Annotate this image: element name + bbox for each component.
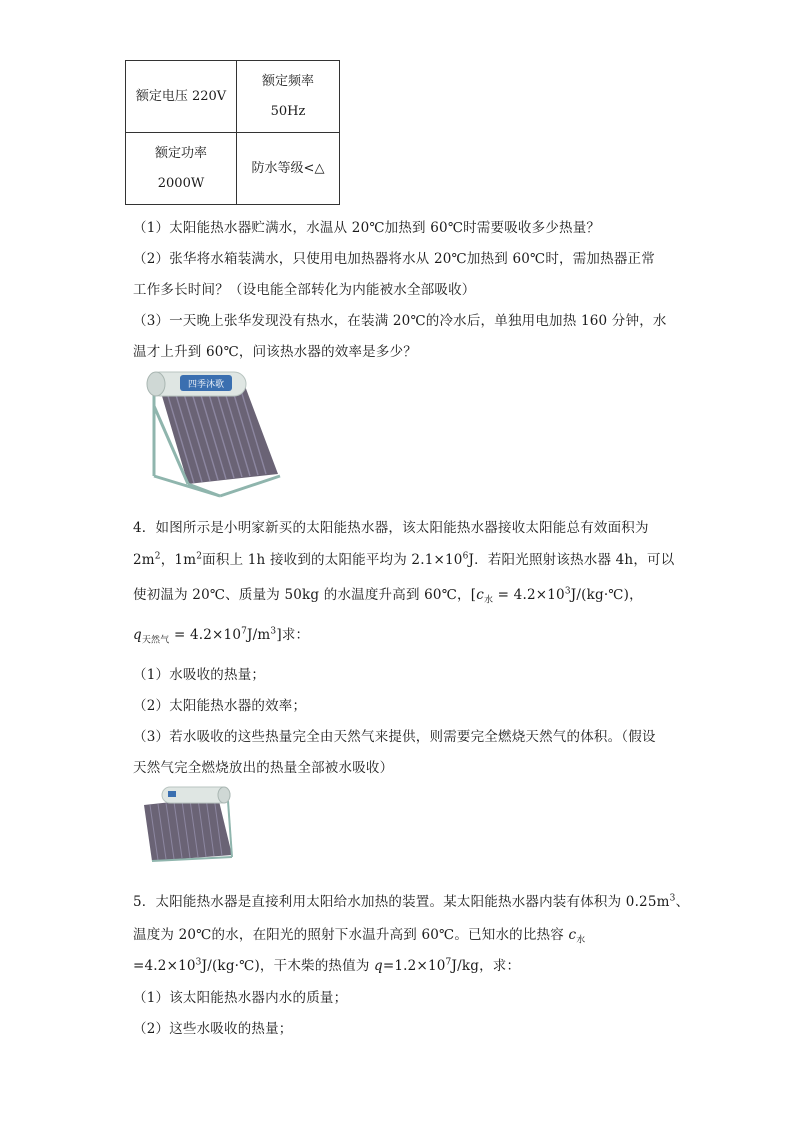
- rated-frequency-value: 50Hz: [270, 103, 306, 119]
- q3-part3-line1: （3）一天晚上张华发现没有热水，在装满 20℃的冷水后，单独用电加热 160 分钟，水: [133, 313, 667, 329]
- rated-frequency-label: 额定频率: [261, 73, 314, 89]
- q5-sub2: （2）这些水吸收的热量；: [133, 1021, 293, 1037]
- q3-part3-line2: 温才上升到 60℃，问该热水器的效率是多少？: [133, 344, 417, 360]
- q4-line4: $q_{天然气} = 4.2\times 10^7J/m^3$]求：: [133, 626, 310, 646]
- q3-part1: （1）太阳能热水器贮满水，水温从 20℃加热到 60℃时需要吸收多少热量？: [133, 220, 601, 236]
- q4-line3: 使初温为 20℃、质量为 50kg 的水温度升高到 60℃，[$c_水$ = $4.2\times 10^3J/(kg\cdot℃)$，: [133, 586, 643, 606]
- rated-voltage: 额定电压 220V: [135, 88, 227, 104]
- q5-line1: 5．太阳能热水器是直接利用太阳给水加热的装置。某太阳能热水器内装有体积为 $0.25m^3$、: [133, 893, 690, 910]
- rated-power-cell: [126, 133, 237, 205]
- q4-sub3-line2: 天然气完全燃烧放出的热量全部被水吸收）: [133, 760, 394, 776]
- spec-table: [125, 60, 340, 205]
- q5-line3: $=4.2\times 10^3J/(kg\cdot℃)$，干木柴的热值为 $q=1.2\times 10^7J/kg$，求：: [133, 957, 521, 974]
- q3-part2-line1: （2）张华将水箱装满水，只使用电加热器将水从 20℃加热到 60℃时，需加热器正常: [133, 251, 655, 267]
- rated-power-label: 额定功率: [154, 145, 207, 161]
- q3-part2-line2: 工作多长时间？（设电能全部转化为内能被水全部吸收）: [133, 282, 476, 298]
- q4-line1: 4．如图所示是小明家新买的太阳能热水器，该太阳能热水器接收太阳能总有效面积为: [133, 520, 649, 536]
- waterproof-grade: 防水等级<△: [251, 160, 325, 176]
- rated-voltage-cell: [126, 61, 237, 133]
- solar-water-heater-image-2: [132, 785, 240, 870]
- rated-frequency-cell: [237, 61, 340, 133]
- q4-sub1: （1）水吸收的热量；: [133, 667, 266, 683]
- waterproof-cell: [237, 133, 340, 205]
- q4-sub3-line1: （3）若水吸收的这些热量完全由天然气来提供，则需要完全燃烧天然气的体积。（假设: [133, 729, 656, 745]
- rated-power-value: 2000W: [157, 175, 205, 191]
- q5-line2: 温度为 20℃的水，在阳光的照射下水温升高到 60℃。已知水的比热容 $c_水$: [133, 927, 586, 946]
- q4-line2: $2m^2$，$1m^2$面积上 1h 接收到的太阳能平均为 $2.1\times 10^6J$．若阳光照射该热水器 4h，可以: [133, 551, 675, 568]
- solar-water-heater-image-1: [140, 366, 290, 506]
- q4-sub2: （2）太阳能热水器的效率；: [133, 698, 307, 714]
- tank-logo-text: 四季沐歌: [187, 380, 225, 390]
- q5-sub1: （1）该太阳能热水器内水的质量；: [133, 990, 348, 1006]
